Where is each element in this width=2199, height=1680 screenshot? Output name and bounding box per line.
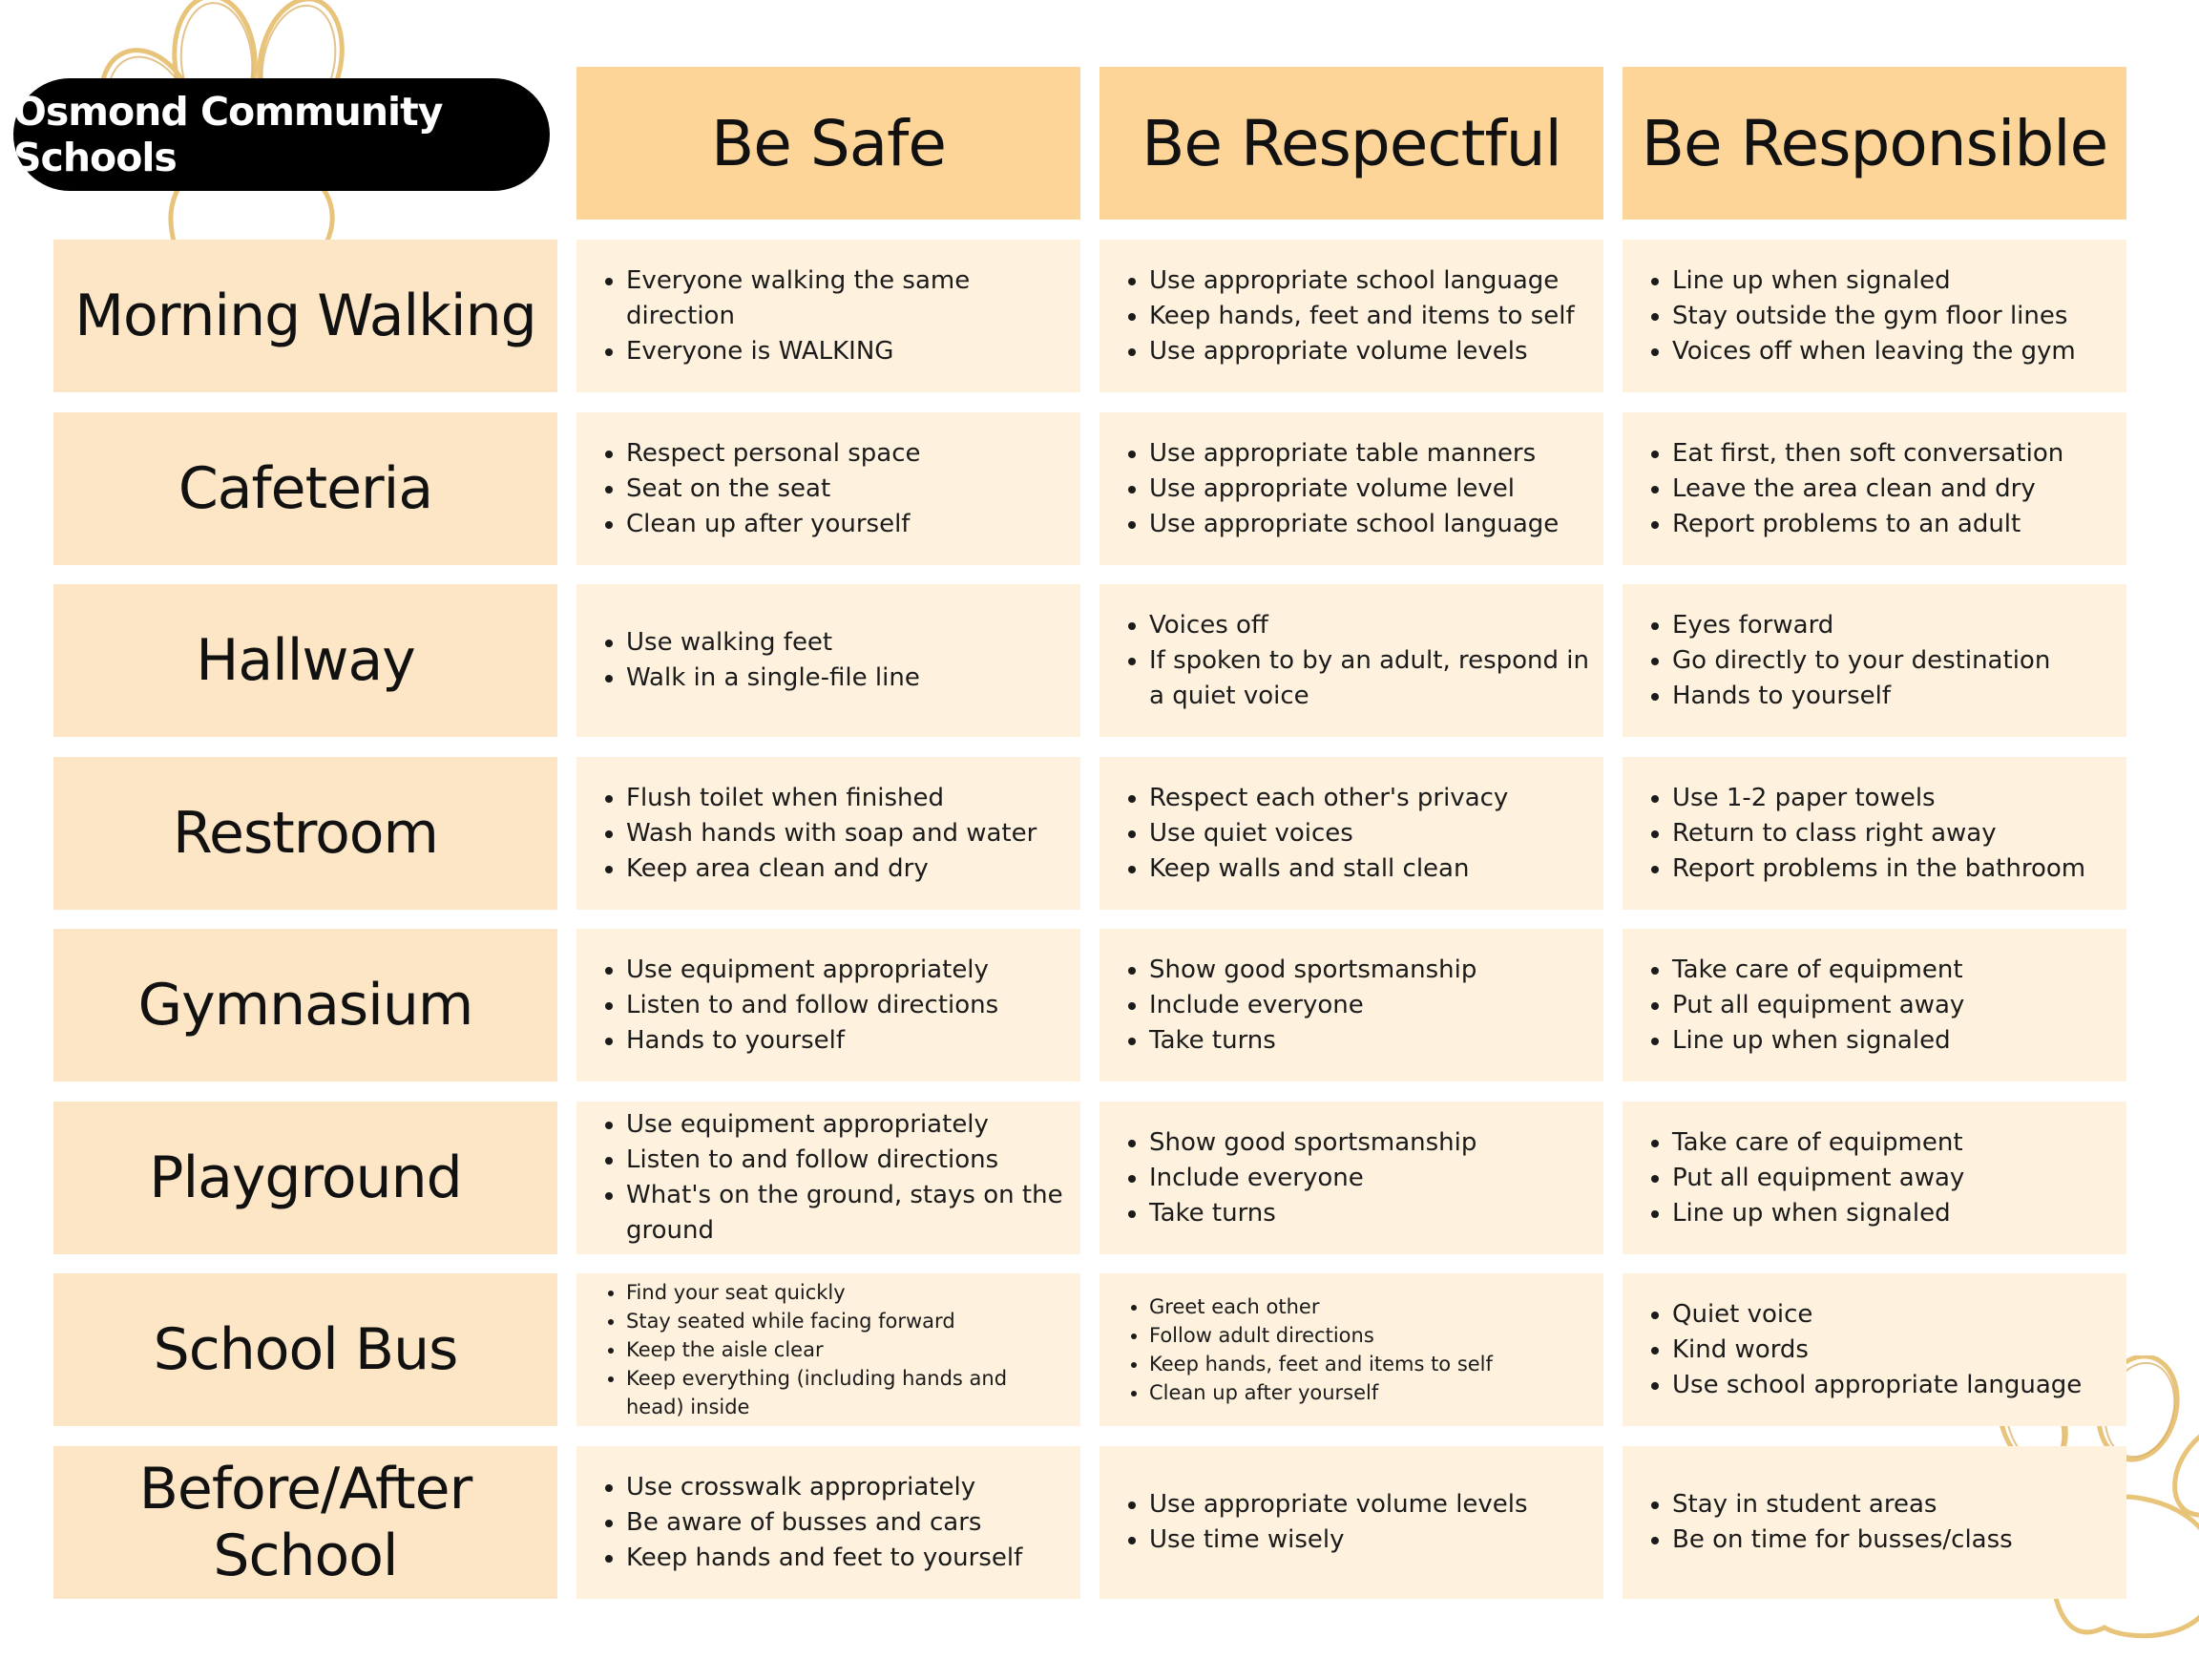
list-item: • Take care of equipment <box>1672 1125 1964 1161</box>
list-item: • Greet each other <box>1149 1292 1493 1321</box>
list-item: • Line up when signaled <box>1672 263 2076 299</box>
cell-respectful <box>1100 1102 1603 1254</box>
bullet-list <box>1645 1297 2082 1403</box>
bullet-list <box>1122 608 1590 714</box>
list-item: • Voices off <box>1149 608 1590 643</box>
cell-respectful <box>1100 757 1603 910</box>
list-item: • Use 1-2 paper towels <box>1672 781 2085 816</box>
list-item: • Find your seat quickly <box>626 1278 1067 1307</box>
bullet-list <box>1645 781 2085 887</box>
list-item: • Report problems to an adult <box>1672 507 2063 542</box>
row-label: Morning Walking <box>53 240 557 392</box>
list-item: • Stay in student areas <box>1672 1487 2013 1522</box>
cell-responsible <box>1623 584 2126 737</box>
list-item: • Use appropriate table manners <box>1149 436 1559 472</box>
list-item: • Take turns <box>1149 1023 1476 1059</box>
column-header-be-safe: Be Safe <box>576 67 1080 220</box>
bullet-list <box>1645 608 2050 714</box>
cell-safe <box>576 1273 1080 1426</box>
list-item: • Respect each other's privacy <box>1149 781 1508 816</box>
list-item: • If spoken to by an adult, respond in a quiet voice <box>1149 643 1590 714</box>
list-item: • Walk in a single-file line <box>626 661 920 696</box>
cell-responsible <box>1623 757 2126 910</box>
row-label: School Bus <box>53 1273 557 1426</box>
row-label: Playground <box>53 1102 557 1254</box>
list-item: • Quiet voice <box>1672 1297 2082 1333</box>
row-label: Hallway <box>53 584 557 737</box>
cell-respectful <box>1100 412 1603 565</box>
cell-responsible <box>1623 240 2126 392</box>
row-label: Cafeteria <box>53 412 557 565</box>
list-item: • Keep area clean and dry <box>626 851 1037 887</box>
row-label: Before/After School <box>53 1446 557 1599</box>
list-item: • Use time wisely <box>1149 1522 1528 1558</box>
list-item: • Clean up after yourself <box>626 507 921 542</box>
list-item: • Flush toilet when finished <box>626 781 1037 816</box>
list-item: • Use equipment appropriately <box>626 1107 1067 1143</box>
bullet-list <box>599 436 921 542</box>
list-item: • Everyone walking the same direction <box>626 263 1067 334</box>
list-item: • Follow adult directions <box>1149 1321 1493 1350</box>
cell-responsible <box>1623 1273 2126 1426</box>
list-item: • Include everyone <box>1149 988 1476 1023</box>
list-item: • Wash hands with soap and water <box>626 816 1037 851</box>
list-item: • Line up when signaled <box>1672 1196 1964 1231</box>
list-item: • Report problems in the bathroom <box>1672 851 2085 887</box>
list-item: • Go directly to your destination <box>1672 643 2050 679</box>
bullet-list <box>1645 1487 2013 1558</box>
column-header-be-respectful: Be Respectful <box>1100 67 1603 220</box>
bullet-list <box>1645 1125 1964 1231</box>
list-item: • Hands to yourself <box>626 1023 998 1059</box>
bullet-list <box>1122 1487 1528 1558</box>
cell-responsible <box>1623 1446 2126 1599</box>
list-item: • Kind words <box>1672 1333 2082 1368</box>
bullet-list <box>1122 1125 1476 1231</box>
cell-safe <box>576 412 1080 565</box>
list-item: • Use crosswalk appropriately <box>626 1470 1022 1505</box>
list-item: • Leave the area clean and dry <box>1672 472 2063 507</box>
bullet-list <box>1645 436 2063 542</box>
cell-responsible <box>1623 929 2126 1082</box>
cell-respectful <box>1100 584 1603 737</box>
bullet-list <box>1645 953 1964 1059</box>
list-item: • Seat on the seat <box>626 472 921 507</box>
cell-respectful <box>1100 1273 1603 1426</box>
list-item: • Return to class right away <box>1672 816 2085 851</box>
bullet-list <box>1645 263 2076 369</box>
list-item: • Listen to and follow directions <box>626 988 998 1023</box>
list-item: • Everyone is WALKING <box>626 334 1067 369</box>
list-item: • Stay outside the gym floor lines <box>1672 299 2076 334</box>
bullet-list <box>1122 436 1559 542</box>
list-item: • Respect personal space <box>626 436 921 472</box>
bullet-list <box>599 953 998 1059</box>
list-item: • Include everyone <box>1149 1161 1476 1196</box>
list-item: • Use appropriate school language <box>1149 263 1575 299</box>
list-item: • Use appropriate volume level <box>1149 472 1559 507</box>
list-item: • Keep hands, feet and items to self <box>1149 1350 1493 1378</box>
list-item: • Voices off when leaving the gym <box>1672 334 2076 369</box>
school-name-badge <box>13 78 550 191</box>
bullet-list <box>599 1107 1067 1249</box>
list-item: • Keep the aisle clear <box>626 1335 1067 1364</box>
list-item: • Use school appropriate language <box>1672 1368 2082 1403</box>
bullet-list <box>1122 953 1476 1059</box>
list-item: • Listen to and follow directions <box>626 1143 1067 1178</box>
list-item: • Hands to yourself <box>1672 679 2050 714</box>
cell-safe <box>576 240 1080 392</box>
cell-safe <box>576 584 1080 737</box>
bullet-list <box>1122 1292 1493 1407</box>
cell-respectful <box>1100 240 1603 392</box>
list-item: • Show good sportsmanship <box>1149 1125 1476 1161</box>
list-item: • Put all equipment away <box>1672 1161 1964 1196</box>
list-item: • Be aware of busses and cars <box>626 1505 1022 1541</box>
list-item: • Use appropriate volume levels <box>1149 1487 1528 1522</box>
list-item: • Use appropriate school language <box>1149 507 1559 542</box>
list-item: • Keep hands, feet and items to self <box>1149 299 1575 334</box>
column-header-be-responsible: Be Responsible <box>1623 67 2126 220</box>
list-item: • What's on the ground, stays on the ground <box>626 1178 1067 1249</box>
list-item: • Use equipment appropriately <box>626 953 998 988</box>
list-item: • Eat first, then soft conversation <box>1672 436 2063 472</box>
list-item: • Keep hands and feet to yourself <box>626 1541 1022 1576</box>
list-item: • Put all equipment away <box>1672 988 1964 1023</box>
cell-safe <box>576 757 1080 910</box>
list-item: • Show good sportsmanship <box>1149 953 1476 988</box>
bullet-list <box>599 781 1037 887</box>
cell-responsible <box>1623 1102 2126 1254</box>
list-item: • Take turns <box>1149 1196 1476 1231</box>
row-label: Restroom <box>53 757 557 910</box>
list-item: • Use quiet voices <box>1149 816 1508 851</box>
bullet-list <box>1122 263 1575 369</box>
bullet-list <box>1122 781 1508 887</box>
list-item: • Keep walls and stall clean <box>1149 851 1508 887</box>
row-label: Gymnasium <box>53 929 557 1082</box>
bullet-list <box>599 1470 1022 1576</box>
list-item: • Use walking feet <box>626 625 920 661</box>
list-item: • Use appropriate volume levels <box>1149 334 1575 369</box>
list-item: • Clean up after yourself <box>1149 1378 1493 1407</box>
list-item: • Be on time for busses/class <box>1672 1522 2013 1558</box>
list-item: • Take care of equipment <box>1672 953 1964 988</box>
list-item: • Line up when signaled <box>1672 1023 1964 1059</box>
school-name: Osmond Community Schools <box>13 89 443 180</box>
cell-responsible <box>1623 412 2126 565</box>
list-item: • Keep everything (including hands and head) inside <box>626 1364 1067 1421</box>
bullet-list <box>599 1278 1067 1421</box>
cell-safe <box>576 1102 1080 1254</box>
cell-safe <box>576 929 1080 1082</box>
cell-safe <box>576 1446 1080 1599</box>
bullet-list <box>599 263 1067 369</box>
list-item: • Stay seated while facing forward <box>626 1307 1067 1335</box>
bullet-list <box>599 625 920 696</box>
cell-respectful <box>1100 1446 1603 1599</box>
list-item: • Eyes forward <box>1672 608 2050 643</box>
cell-respectful <box>1100 929 1603 1082</box>
